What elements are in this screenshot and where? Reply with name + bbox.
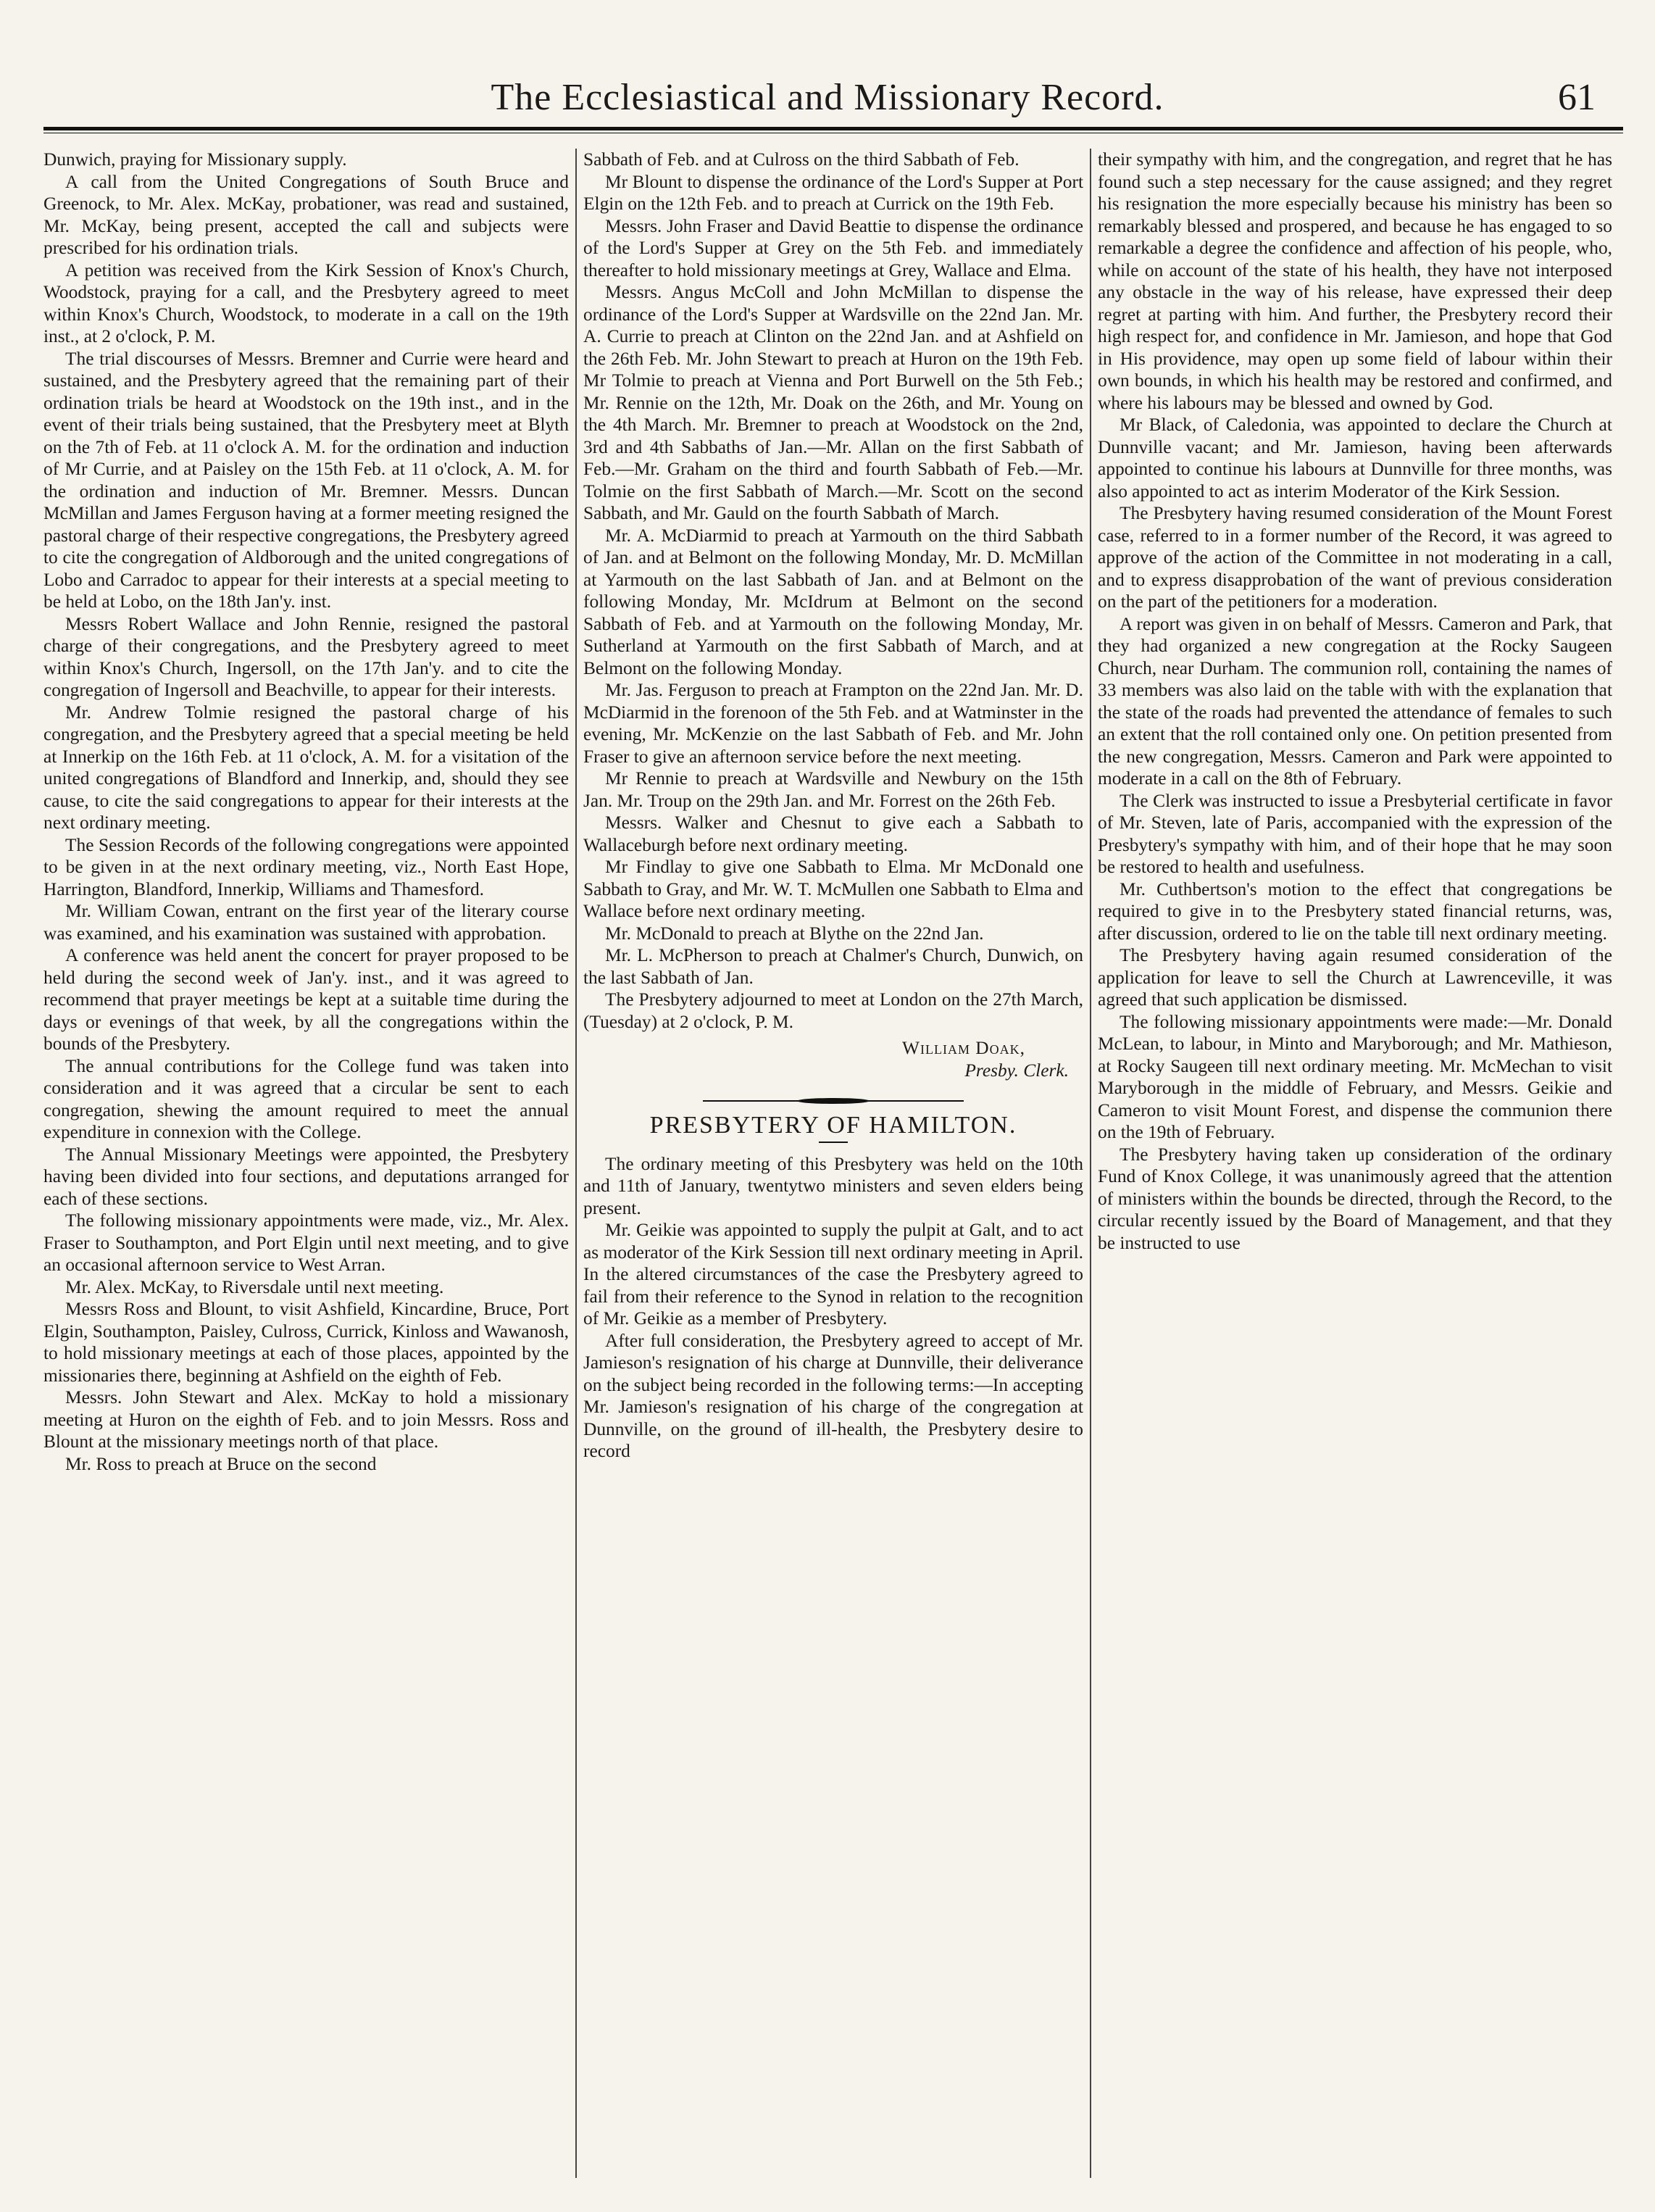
column-divider	[575, 149, 577, 2178]
paragraph: Mr. L. McPherson to preach at Chalmer's Church, Dunwich, on the last Sabbath of Jan.	[583, 945, 1083, 988]
paragraph: Mr. Andrew Tolmie resigned the pastoral charge of his congregation, and the Presbytery agreed that a special meeting be held at Innerkip on the 16th Feb. at 11 o'clock, A. M. for a visitation of the united congregations of Blandford and Innerkip, and, should they see cause, to cite the said congregations to appear for their interests at the next ordinary meeting.	[43, 702, 569, 833]
page-header	[0, 0, 1655, 145]
paragraph: The annual contributions for the College fund was taken into consideration and it was agreed that a circular be sent to each congregation, shewing the amount required to meet the annual expenditure in connexion with the College.	[43, 1055, 569, 1142]
column-3	[1098, 149, 1612, 2192]
column-2	[583, 149, 1083, 2192]
short-rule	[819, 1142, 848, 1143]
paragraph: Messrs. Angus McColl and John McMillan to dispense the ordinance of the Lord's Supper at Wardsville on the 22nd Jan. Mr. A. Currie to preach at Clinton on the 22nd Jan. and at Ashfield on the 26th Feb. Mr. John Stewart to preach at Huron on the 19th Feb. Mr Tolmie to preach at Vienna and Port Burwell on the 5th Feb.; Mr. Rennie on the 12th, Mr. Doak on the 26th, and Mr. Young on the 4th March. Mr. Bremner to preach at Woodstock on the 2nd, 3rd and 4th Sabbaths of Jan.—Mr. Allan on the first Sabbath of Feb.—Mr. Graham on the third and fourth Sabbath of Feb.—Mr. Tolmie on the first Sabbath of March.—Mr. Scott on the second Sabbath, and Mr. Gauld on the fourth Sabbath of March.	[583, 282, 1083, 523]
paragraph: A conference was held anent the concert for prayer proposed to be held during the second week of Jan'y. inst., and it was agreed to recommend that prayer meetings be kept at a suitable time during the days or evenings of that week, by all the congregations within the bounds of the Presbytery.	[43, 945, 569, 1054]
paragraph: The Annual Missionary Meetings were appointed, the Presbytery having been divided into four sections, and deputations arranged for each of these sections.	[43, 1144, 569, 1209]
paragraph: Mr. William Cowan, entrant on the first year of the literary course was examined, and his examination was sustained with approbation.	[43, 901, 569, 944]
page-number: 61	[1558, 77, 1596, 118]
paragraph: Messrs. John Stewart and Alex. McKay to hold a missionary meeting at Huron on the eighth of Feb. and to join Messrs. Ross and Blount at the missionary meetings north of that place.	[43, 1387, 569, 1452]
paragraph: The Presbytery having again resumed consideration of the application for leave to sell the Church at Lawrenceville, it was agreed that such application be dismissed.	[1098, 945, 1612, 1010]
paragraph: Mr. Cuthbertson's motion to the effect that congregations be required to give in to the Presbytery stated financial returns, was, after discussion, ordered to lie on the table till next ordinary meeting.	[1098, 878, 1612, 944]
signature-name: William Doak,	[902, 1038, 1025, 1058]
paragraph: Mr Black, of Caledonia, was appointed to declare the Church at Dunnville vacant; and Mr. Jamieson, having been afterwards appointed to continue his labours at Dunnville for three months, was also appointed to act as interim Moderator of the Kirk Session.	[1098, 415, 1612, 502]
paragraph: Sabbath of Feb. and at Culross on the third Sabbath of Feb.	[583, 149, 1020, 170]
paragraph: The trial discourses of Messrs. Bremner and Currie were heard and sustained, and the Presbytery agreed that the remaining part of their ordination trials be heard at Woodstock on the 19th inst., and in the event of their trials being sustained, that the Presbytery meet at Blyth on the 7th of Feb. at 11 o'clock A. M. for the ordination and induction of Mr Currie, and at Paisley on the 15th Feb. at 11 o'clock, A. M. for the ordination and induction of Mr. Bremner. Messrs. Duncan McMillan and James Ferguson having at a former meeting resigned the pastoral charge of their respective congregations, the Presbytery agreed to cite the congregation of Aldborough and the united congregations of Lobo and Carradoc to appear for their interests at a special meeting to be held at Lobo, on the 18th Jan'y. inst.	[43, 348, 569, 612]
paragraph: Messrs. John Fraser and David Beattie to dispense the ordinance of the Lord's Supper at Grey on the 5th Feb. and immediately thereafter to hold missionary meetings at Grey, Wallace and Elma.	[583, 215, 1083, 280]
paragraph: Mr. Alex. McKay, to Riversdale until next meeting.	[65, 1276, 444, 1297]
signature-title: Presby. Clerk.	[964, 1060, 1069, 1081]
header-rule	[43, 127, 1623, 130]
paragraph: After full consideration, the Presbytery agreed to accept of Mr. Jamieson's resignation of his charge at Dunnville, their deliverance on the subject being recorded in the following terms:—In accepting Mr. Jamieson's resignation of his charge of the congregation at Dunnville, on the ground of ill-health, the Presbytery desire to record	[583, 1330, 1083, 1461]
running-title: The Ecclesiastical and Missionary Record.	[491, 77, 1164, 118]
paragraph: their sympathy with him, and the congregation, and regret that he has found such a step necessary for the cause assigned; and they regret his resignation the more especially because his ministry has been so remarkably blessed and prospered, and because he has engaged to so remarkable a degree the confidence and affection of his people, who, while on account of the state of his health, they have not interposed any obstacle in the way of his release, have expressed their deep regret at parting with him. And further, the Presbytery record their high respect for, and confidence in Mr. Jamieson, and hope that God in His providence, may open up some field of labour within their own bounds, in which his health may be restored and confirmed, and where his labours may be blessed and owned by God.	[1098, 149, 1612, 413]
paragraph: The following missionary appointments were made, viz., Mr. Alex. Fraser to Southampton, and Port Elgin until next meeting, and to give an occasional afternoon service to West Arran.	[43, 1210, 569, 1275]
paragraph: The Presbytery adjourned to meet at London on the 27th March, (Tuesday) at 2 o'clock, P. M.	[583, 989, 1083, 1032]
paragraph: Messrs Ross and Blount, to visit Ashfield, Kincardine, Bruce, Port Elgin, Southampton, Paisley, Culross, Currick, Kinloss and Wawanosh, to hold missionary meetings at each of those places, appointed by the missionaries there, beginning at Ashfield on the eighth of Feb.	[43, 1299, 569, 1386]
paragraph: A call from the United Congregations of South Bruce and Greenock, to Mr. Alex. McKay, probationer, was read and sustained, Mr. McKay, being present, accepted the call and subjects were prescribed for his ordination trials.	[43, 171, 569, 258]
section-heading: PRESBYTERY OF HAMILTON.	[649, 1112, 1017, 1139]
paragraph: The ordinary meeting of this Presbytery was held on the 10th and 11th of January, twentytwo ministers and seven elders being present.	[583, 1153, 1083, 1218]
paragraph: Mr. Jas. Ferguson to preach at Frampton on the 22nd Jan. Mr. D. McDiarmid in the forenoon of the 5th Feb. and at Watminster in the evening, Mr. McKenzie on the last Sabbath of Feb. and Mr. John Fraser to give an afternoon service before the next meeting.	[583, 680, 1083, 767]
paragraph: The Clerk was instructed to issue a Presbyterial certificate in favor of Mr. Steven, late of Paris, accompanied with the expression of the Presbytery's sympathy with him, and of their hope that he may soon be restored to health and usefulness.	[1098, 790, 1612, 877]
column-1	[43, 149, 569, 2192]
paragraph: Mr. Ross to preach at Bruce on the second	[65, 1453, 377, 1474]
paragraph: The following missionary appointments were made:—Mr. Donald McLean, to labour, in Minto and Maryborough; and Mr. Mathieson, at Rocky Saugeen till next ordinary meeting. Mr. McMechan to visit Maryborough in the middle of February, and Messrs. Geikie and Cameron to visit Mount Forest, and dispense the communion there on the 19th of February.	[1098, 1011, 1612, 1142]
paragraph: Mr Findlay to give one Sabbath to Elma. Mr McDonald one Sabbath to Gray, and Mr. W. T. McMullen one Sabbath to Elma and Wallace before next ordinary meeting.	[583, 857, 1083, 921]
paragraph: Mr. A. McDiarmid to preach at Yarmouth on the third Sabbath of Jan. and at Belmont on the following Monday, Mr. D. McMillan at Yarmouth on the last Sabbath of Jan. and at Belmont on the following Monday, Mr. McIdrum at Belmont on the second Sabbath of Feb. and at Yarmouth on the following Monday, Mr. Sutherland at Yarmouth on the first Sabbath of March, and at Belmont on the following Monday.	[583, 525, 1083, 678]
paragraph: Mr Rennie to preach at Wardsville and Newbury on the 15th Jan. Mr. Troup on the 29th Jan. and Mr. Forrest on the 26th Feb.	[583, 768, 1083, 811]
column-divider	[1090, 149, 1091, 2178]
signature-block	[583, 1037, 1083, 1081]
paragraph: A report was given in on behalf of Messrs. Cameron and Park, that they had organized a new congregation at the Rocky Saugeen Church, near Durham. The communion roll, containing the names of 33 members was also laid on the table with with the explanation that the state of the roads had prevented the attendance of females to such an extent that the roll contained only one. On petition presented from the new congregation, Messrs. Cameron and Park were appointed to moderate in a call on the 8th of February.	[1098, 613, 1612, 789]
ornamental-rule	[703, 1097, 964, 1105]
paragraph: Dunwich, praying for Missionary supply.	[43, 149, 347, 170]
paragraph: Messrs. Walker and Chesnut to give each a Sabbath to Wallaceburgh before next ordinary meeting.	[583, 812, 1083, 855]
paragraph: The Session Records of the following congregations were appointed to be given in at the next ordinary meeting, viz., North East Hope, Harrington, Blandford, Innerkip, Williams and Thamesford.	[43, 834, 569, 899]
paragraph: Mr. McDonald to preach at Blythe on the 22nd Jan.	[605, 923, 984, 944]
paragraph: Mr. Geikie was appointed to supply the pulpit at Galt, and to act as moderator of the Kirk Session till next ordinary meeting in April. In the altered circumstances of the case the Presbytery agreed to fail from their reference to the Synod in relation to the recognition of Mr. Geikie as a member of Presbytery.	[583, 1220, 1083, 1329]
paragraph: Mr Blount to dispense the ordinance of the Lord's Supper at Port Elgin on the 12th Feb. and to preach at Currick on the 19th Feb.	[583, 171, 1083, 214]
paragraph: The Presbytery having taken up consideration of the ordinary Fund of Knox College, it was unanimously agreed that the attention of ministers within the bounds be directed, through the Record, to the circular recently issued by the Board of Management, and that they be instructed to use	[1098, 1144, 1612, 1253]
paragraph: A petition was received from the Kirk Session of Knox's Church, Woodstock, praying for a call, and the Presbytery agreed to meet within Knox's Church, Woodstock, to moderate in a call on the 19th inst., at 2 o'clock, P. M.	[43, 259, 569, 346]
paragraph: Messrs Robert Wallace and John Rennie, resigned the pastoral charge of their congregations, and the Presbytery agreed to meet within Knox's Church, Ingersoll, on the 17th Jan'y. and to cite the congregation of Ingersoll and Beachville, to appear for their interests.	[43, 613, 569, 700]
paragraph: The Presbytery having resumed consideration of the Mount Forest case, referred to in a former number of the Record, it was agreed to approve of the action of the Committee in not moderating in a call, and to express disapprobation of the want of previous consideration on the part of the petitioners for a moderation.	[1098, 503, 1612, 612]
